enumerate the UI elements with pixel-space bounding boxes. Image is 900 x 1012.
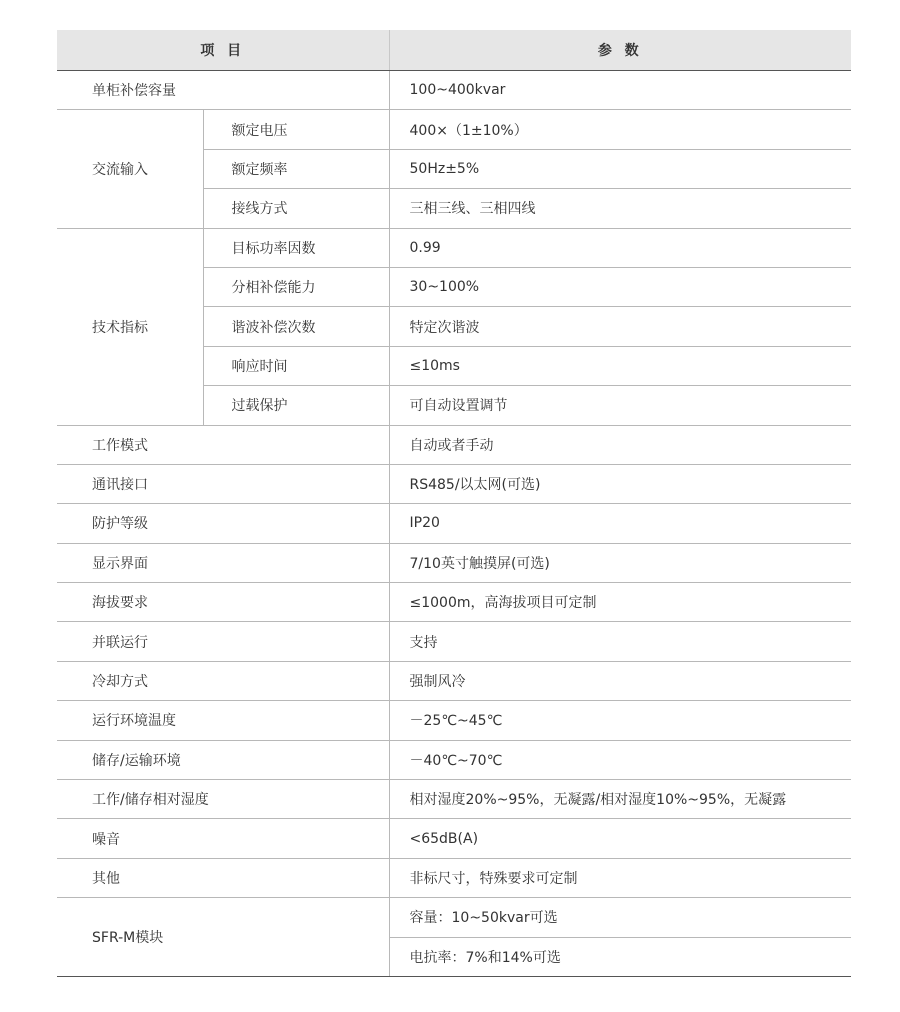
row-value: 可自动设置调节 bbox=[389, 386, 851, 425]
row-value: <65dB(A) bbox=[389, 819, 851, 858]
row-value: 相对湿度20%~95%，无凝露/相对湿度10%~95%，无凝露 bbox=[389, 780, 851, 819]
row-value: 0.99 bbox=[389, 228, 851, 267]
table-row bbox=[57, 740, 851, 779]
table-row bbox=[57, 701, 851, 740]
header-item: 项 目 bbox=[57, 30, 389, 71]
row-label: 工作/储存相对湿度 bbox=[57, 780, 389, 819]
row-value: 支持 bbox=[389, 622, 851, 661]
table-row bbox=[57, 622, 851, 661]
row-value: 自动或者手动 bbox=[389, 425, 851, 464]
table-row bbox=[57, 583, 851, 622]
row-label: 储存/运输环境 bbox=[57, 740, 389, 779]
header-param: 参 数 bbox=[389, 30, 851, 71]
group-label: SFR-M模块 bbox=[57, 898, 389, 977]
row-value: 100~400kvar bbox=[389, 71, 851, 110]
row-value: －25℃~45℃ bbox=[389, 701, 851, 740]
row-value: 特定次谐波 bbox=[389, 307, 851, 346]
group-label: 技术指标 bbox=[57, 228, 203, 425]
row-label: 噪音 bbox=[57, 819, 389, 858]
row-value: 三相三线、三相四线 bbox=[389, 189, 851, 228]
row-sublabel: 过载保护 bbox=[203, 386, 389, 425]
table-row bbox=[57, 464, 851, 503]
row-value: 非标尺寸，特殊要求可定制 bbox=[389, 858, 851, 897]
table-row bbox=[57, 819, 851, 858]
header-row bbox=[57, 30, 851, 71]
row-sublabel: 接线方式 bbox=[203, 189, 389, 228]
row-value: 容量：10~50kvar可选 bbox=[389, 898, 851, 937]
row-value: ≤10ms bbox=[389, 346, 851, 385]
spec-table bbox=[57, 30, 851, 977]
table-row bbox=[57, 858, 851, 897]
table-row bbox=[57, 425, 851, 464]
row-label: 海拔要求 bbox=[57, 583, 389, 622]
row-sublabel: 目标功率因数 bbox=[203, 228, 389, 267]
table-header bbox=[57, 30, 851, 71]
row-value: ≤1000m，高海拔项目可定制 bbox=[389, 583, 851, 622]
row-sublabel: 额定电压 bbox=[203, 110, 389, 149]
row-label: 运行环境温度 bbox=[57, 701, 389, 740]
row-value: 30~100% bbox=[389, 267, 851, 306]
group-label: 交流输入 bbox=[57, 110, 203, 228]
row-value: 50Hz±5% bbox=[389, 149, 851, 188]
row-label: 并联运行 bbox=[57, 622, 389, 661]
row-sublabel: 响应时间 bbox=[203, 346, 389, 385]
table-row bbox=[57, 543, 851, 582]
row-value: 电抗率：7%和14%可选 bbox=[389, 937, 851, 976]
row-label: 冷却方式 bbox=[57, 661, 389, 700]
row-value: IP20 bbox=[389, 504, 851, 543]
table-row bbox=[57, 71, 851, 110]
table-row bbox=[57, 228, 851, 267]
row-label: 工作模式 bbox=[57, 425, 389, 464]
row-label: 其他 bbox=[57, 858, 389, 897]
table-row bbox=[57, 898, 851, 937]
row-label: 通讯接口 bbox=[57, 464, 389, 503]
table-row bbox=[57, 504, 851, 543]
row-sublabel: 谐波补偿次数 bbox=[203, 307, 389, 346]
row-label: 单柜补偿容量 bbox=[57, 71, 389, 110]
row-value: RS485/以太网(可选) bbox=[389, 464, 851, 503]
row-value: 7/10英寸触摸屏(可选) bbox=[389, 543, 851, 582]
row-value: 强制风冷 bbox=[389, 661, 851, 700]
table-row bbox=[57, 780, 851, 819]
row-sublabel: 分相补偿能力 bbox=[203, 267, 389, 306]
row-value: 400×（1±10%） bbox=[389, 110, 851, 149]
row-label: 防护等级 bbox=[57, 504, 389, 543]
row-value: －40℃~70℃ bbox=[389, 740, 851, 779]
table-body bbox=[57, 71, 851, 977]
row-sublabel: 额定频率 bbox=[203, 149, 389, 188]
row-label: 显示界面 bbox=[57, 543, 389, 582]
table-row bbox=[57, 661, 851, 700]
table-row bbox=[57, 110, 851, 149]
